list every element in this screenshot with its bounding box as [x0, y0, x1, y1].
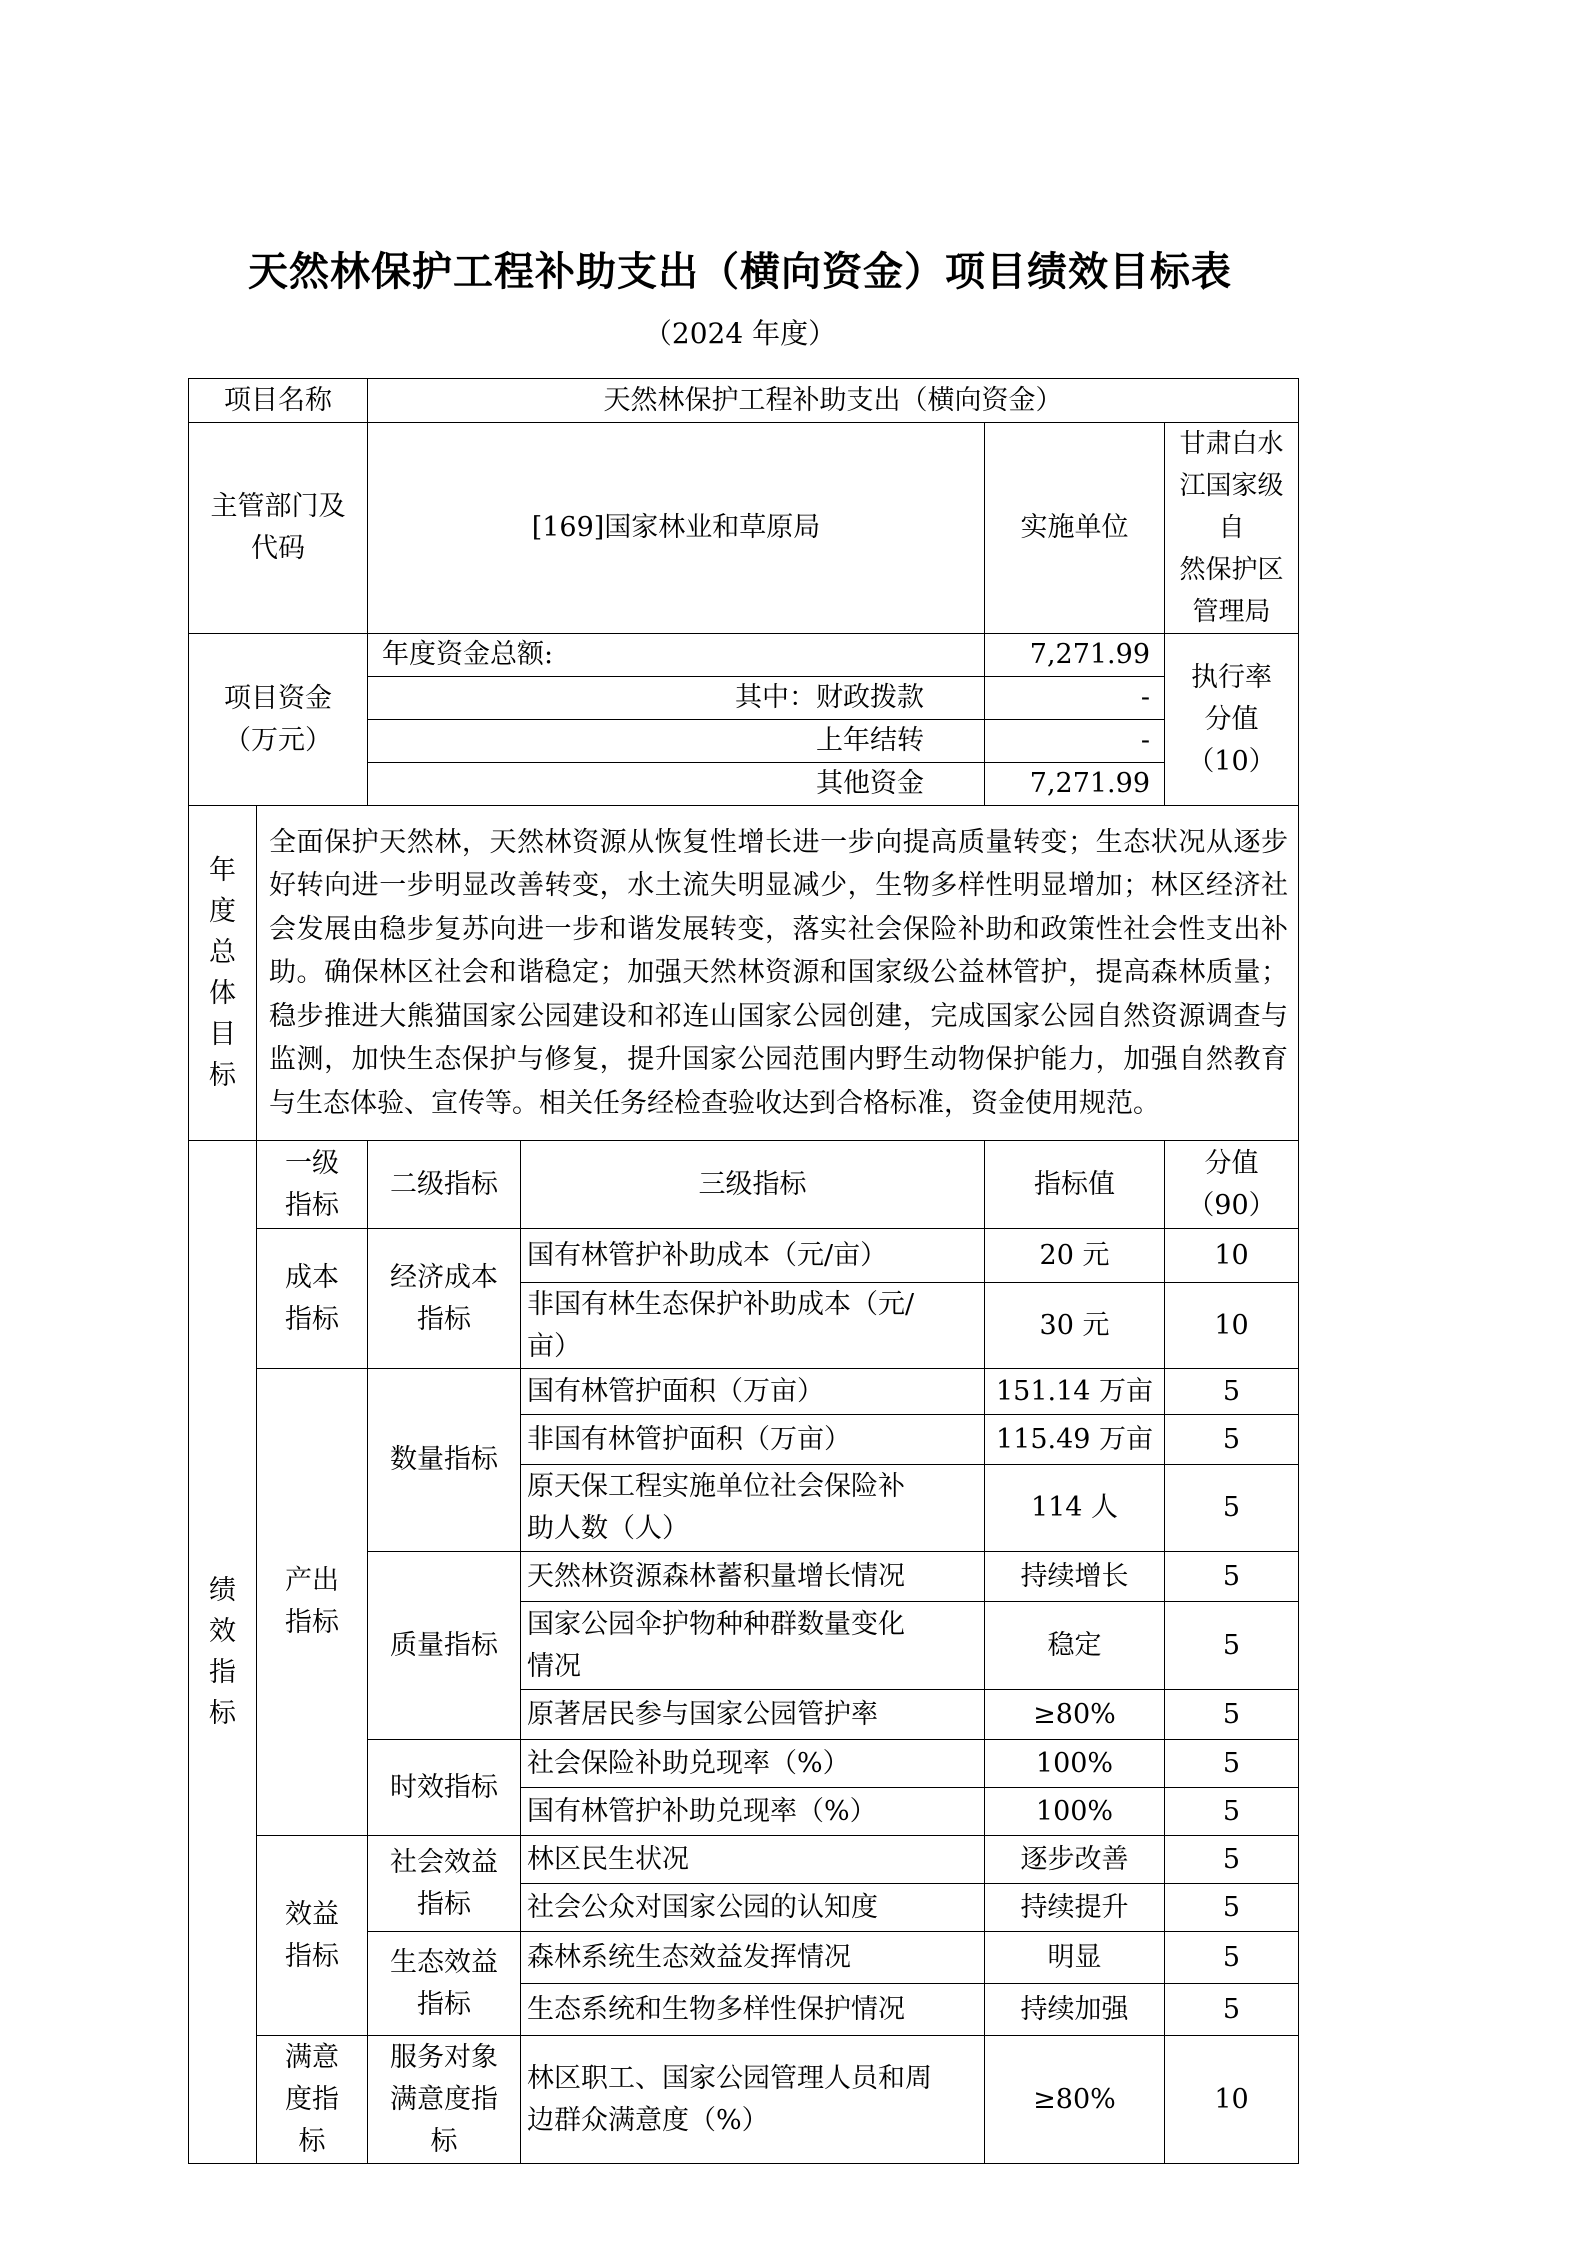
- indicator-score: 5: [1165, 1690, 1299, 1740]
- indicator-name: 原天保工程实施单位社会保险补 助人数（人）: [521, 1465, 985, 1552]
- indicator-value: ≥80%: [985, 1690, 1165, 1740]
- indicator-score: 5: [1165, 1465, 1299, 1552]
- table-row: [189, 1369, 1299, 1415]
- indicator-score: 5: [1165, 1788, 1299, 1836]
- implementing-unit-label: 实施单位: [985, 423, 1165, 634]
- cost-level2: 经济成本 指标: [368, 1229, 521, 1369]
- indicator-name: 林区职工、国家公园管理人员和周 边群众满意度（%）: [521, 2036, 985, 2164]
- indicator-score: 5: [1165, 1415, 1299, 1465]
- benefit-level1: 效益 指标: [257, 1836, 368, 2036]
- indicator-value: 20 元: [985, 1229, 1165, 1283]
- indicator-name: 林区民生状况: [521, 1836, 985, 1884]
- indicator-value: 114 人: [985, 1465, 1165, 1552]
- indicator-value: 持续增长: [985, 1552, 1165, 1602]
- quantity-level2: 数量指标: [368, 1369, 521, 1552]
- indicator-name: 国有林管护面积（万亩）: [521, 1369, 985, 1415]
- cost-level1: 成本 指标: [257, 1229, 368, 1369]
- header-level3: 三级指标: [521, 1141, 985, 1229]
- indicator-value: 100%: [985, 1788, 1165, 1836]
- funds-carryover-value: -: [985, 720, 1165, 763]
- funds-label: 项目资金 （万元）: [189, 634, 368, 806]
- funds-other-value: 7,271.99: [985, 763, 1165, 806]
- indicator-value: 持续加强: [985, 1984, 1165, 2036]
- indicator-value: 30 元: [985, 1283, 1165, 1369]
- indicator-score: 10: [1165, 1283, 1299, 1369]
- table-row: [189, 1229, 1299, 1283]
- project-name-value: 天然林保护工程补助支出（横向资金）: [368, 379, 1299, 423]
- indicator-header-row: [189, 1141, 1299, 1229]
- indicator-score: 10: [1165, 1229, 1299, 1283]
- indicator-score: 5: [1165, 1932, 1299, 1984]
- indicator-name: 国有林管护补助兑现率（%）: [521, 1788, 985, 1836]
- indicator-name: 非国有林生态保护补助成本（元/ 亩）: [521, 1283, 985, 1369]
- department-value: [169]国家林业和草原局: [368, 423, 985, 634]
- timeliness-level2: 时效指标: [368, 1740, 521, 1836]
- indicator-value: 明显: [985, 1932, 1165, 1984]
- performance-indicator-label: 绩 效 指 标: [189, 1141, 257, 2164]
- indicator-name: 社会保险补助兑现率（%）: [521, 1740, 985, 1788]
- funds-total-value: 7,271.99: [985, 634, 1165, 677]
- satisfaction-level1: 满意 度指 标: [257, 2036, 368, 2164]
- indicator-name: 国有林管护补助成本（元/亩）: [521, 1229, 985, 1283]
- indicator-name: 非国有林管护面积（万亩）: [521, 1415, 985, 1465]
- indicator-score: 10: [1165, 2036, 1299, 2164]
- indicator-name: 原著居民参与国家公园管护率: [521, 1690, 985, 1740]
- indicator-score: 5: [1165, 1984, 1299, 2036]
- funds-row: [189, 634, 1299, 677]
- department-row: [189, 423, 1299, 634]
- page-title: 天然林保护工程补助支出（横向资金）项目绩效目标表: [248, 249, 1232, 295]
- indicator-score: 5: [1165, 1552, 1299, 1602]
- indicator-value: 持续提升: [985, 1884, 1165, 1932]
- indicator-score: 5: [1165, 1836, 1299, 1884]
- indicator-score: 5: [1165, 1884, 1299, 1932]
- header-value: 指标值: [985, 1141, 1165, 1229]
- annual-goal-label: 年 度 总 体 目 标: [189, 806, 257, 1141]
- project-name-row: [189, 379, 1299, 423]
- indicator-name: 森林系统生态效益发挥情况: [521, 1932, 985, 1984]
- indicator-value: 100%: [985, 1740, 1165, 1788]
- indicator-value: 稳定: [985, 1602, 1165, 1690]
- header-score: 分值 （90）: [1165, 1141, 1299, 1229]
- annual-goal-text: 全面保护天然林，天然林资源从恢复性增长进一步向提高质量转变；生态状况从逐步好转向进一步明显改善转变，水土流失明显减少，生物多样性明显增加；林区经济社会发展由稳步复苏向进一步和谐发展转变，落实社会保险补助和政策性社会性支出补助。确保林区社会和谐稳定；加强天然林资源和国家级公益林管护，提高森林质量；稳步推进大熊猫国家公园建设和祁连山国家公园创建，完成国家公园自然资源调查与监测，加快生态保护与修复，提升国家公园范围内野生动物保护能力，加强自然教育与生态体验、宣传等。相关任务经检查验收达到合格标准，资金使用规范。: [257, 806, 1299, 1141]
- output-level1: 产出 指标: [257, 1369, 368, 1836]
- indicator-score: 5: [1165, 1602, 1299, 1690]
- annual-goal-row: [189, 806, 1299, 1141]
- funds-fiscal-label: 其中：财政拨款: [368, 677, 985, 720]
- indicator-value: ≥80%: [985, 2036, 1165, 2164]
- indicator-name: 国家公园伞护物种种群数量变化 情况: [521, 1602, 985, 1690]
- table-row: [189, 2036, 1299, 2164]
- funds-total-label: 年度资金总额:: [368, 634, 985, 677]
- indicator-value: 151.14 万亩: [985, 1369, 1165, 1415]
- performance-table: [188, 378, 1299, 2164]
- indicator-name: 天然林资源森林蓄积量增长情况: [521, 1552, 985, 1602]
- indicator-name: 生态系统和生物多样性保护情况: [521, 1984, 985, 2036]
- indicator-value: 逐步改善: [985, 1836, 1165, 1884]
- indicator-score: 5: [1165, 1740, 1299, 1788]
- quality-level2: 质量指标: [368, 1552, 521, 1740]
- table-row: [189, 1836, 1299, 1884]
- funds-carryover-label: 上年结转: [368, 720, 985, 763]
- indicator-score: 5: [1165, 1369, 1299, 1415]
- execution-rate-label: 执行率 分值 （10）: [1165, 634, 1299, 806]
- project-name-label: 项目名称: [189, 379, 368, 423]
- funds-fiscal-value: -: [985, 677, 1165, 720]
- satisfaction-level2: 服务对象 满意度指 标: [368, 2036, 521, 2164]
- eco-benefit-level2: 生态效益 指标: [368, 1932, 521, 2036]
- funds-other-label: 其他资金: [368, 763, 985, 806]
- header-level1: 一级 指标: [257, 1141, 368, 1229]
- indicator-value: 115.49 万亩: [985, 1415, 1165, 1465]
- department-label: 主管部门及 代码: [189, 423, 368, 634]
- implementing-unit-value: 甘肃白水江国家级自 然保护区管理局: [1165, 423, 1299, 634]
- indicator-name: 社会公众对国家公园的认知度: [521, 1884, 985, 1932]
- page-subtitle: （2024 年度）: [643, 317, 837, 350]
- social-benefit-level2: 社会效益 指标: [368, 1836, 521, 1932]
- header-level2: 二级指标: [368, 1141, 521, 1229]
